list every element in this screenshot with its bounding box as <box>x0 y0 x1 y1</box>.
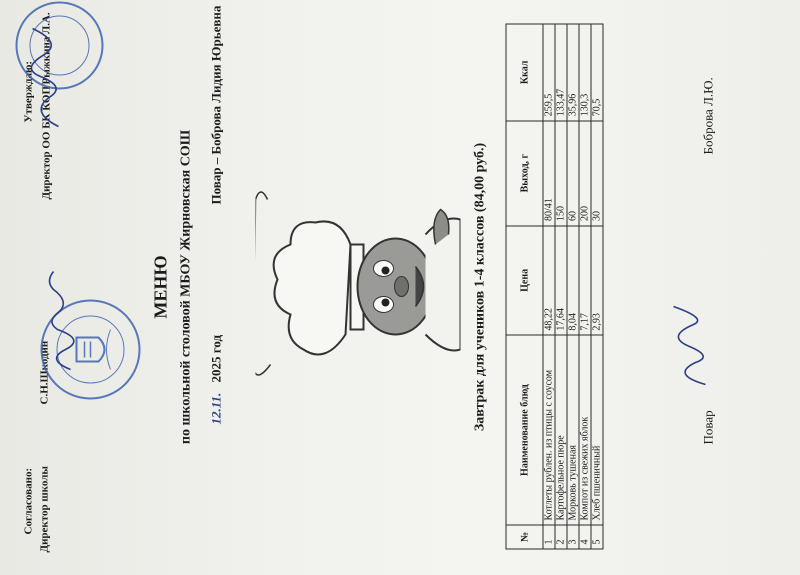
dish-yield: 200 <box>579 121 591 226</box>
menu-date: 2025 год <box>208 334 223 383</box>
table-row <box>543 24 555 549</box>
row-number: 1 <box>543 525 555 549</box>
table-row <box>567 24 579 549</box>
signature-icon <box>660 285 720 395</box>
school-name: по школьной столовой МБОУ Жирновская СОШ <box>178 129 193 445</box>
agreed-label: Согласовано: <box>22 467 34 535</box>
school-director-name: С.Н.Шкодин <box>38 340 50 405</box>
table-row <box>579 24 591 549</box>
dish-name: Картофельное пюре <box>555 335 567 525</box>
dish-price: 2,93 <box>591 226 603 336</box>
dish-price: 17,64 <box>555 226 567 336</box>
table-row <box>591 24 603 549</box>
signature-icon <box>20 15 70 135</box>
dish-kcal: 130,3 <box>579 24 591 121</box>
dish-yield: 150 <box>555 121 567 226</box>
row-number: 5 <box>591 525 603 549</box>
chef-icon <box>255 175 460 395</box>
meal-title: Завтрак для учеников 1-4 классов (84,00 руб.) <box>472 142 487 432</box>
school-director-label: Директор школы <box>38 466 50 553</box>
row-number: 3 <box>567 525 579 549</box>
row-number: 4 <box>579 525 591 549</box>
table-header-row <box>506 24 543 549</box>
col-header-number: № <box>506 525 543 549</box>
approve-label: Утверждаю: <box>22 60 34 123</box>
dish-name: Хлеб пшеничный <box>591 335 603 525</box>
col-header-dish: Наименование блюд <box>506 335 543 525</box>
dish-price: 8,04 <box>567 226 579 336</box>
col-header-price: Цена <box>506 226 543 336</box>
dish-name: Морковь тушеная <box>567 335 579 525</box>
dish-kcal: 133,47 <box>555 24 567 121</box>
menu-title: МЕНЮ <box>150 255 170 319</box>
cook-name: Боброва Л.Ю. <box>700 77 715 155</box>
dish-kcal: 70,5 <box>591 24 603 121</box>
cook-line: Повар – Боброва Лидия Юрьевна <box>208 5 223 205</box>
col-header-yield: Выход, г <box>506 121 543 226</box>
dish-yield: 60 <box>567 121 579 226</box>
coop-director-label: Директор ОО БК КОП <box>40 85 52 200</box>
dish-yield: 80/41 <box>543 121 555 226</box>
menu-date-handwritten: 12.11. <box>208 392 223 425</box>
menu-table <box>505 24 603 550</box>
dish-price: 48,22 <box>543 226 555 336</box>
cook-label: Повар <box>700 410 715 445</box>
coop-director-name: Рыжкина Л.А. <box>40 12 52 85</box>
dish-yield: 30 <box>591 121 603 226</box>
table-row <box>555 24 567 549</box>
dish-name: Компот из свежих яблок <box>579 335 591 525</box>
col-header-kcal: Ккал <box>506 24 543 121</box>
dish-name: Котлеты рублен. из птицы с соусом <box>543 335 555 525</box>
dish-kcal: 259,5 <box>543 24 555 121</box>
signature-icon <box>40 255 80 375</box>
dish-price: 7,17 <box>579 226 591 336</box>
dish-kcal: 35,96 <box>567 24 579 121</box>
row-number: 2 <box>555 525 567 549</box>
